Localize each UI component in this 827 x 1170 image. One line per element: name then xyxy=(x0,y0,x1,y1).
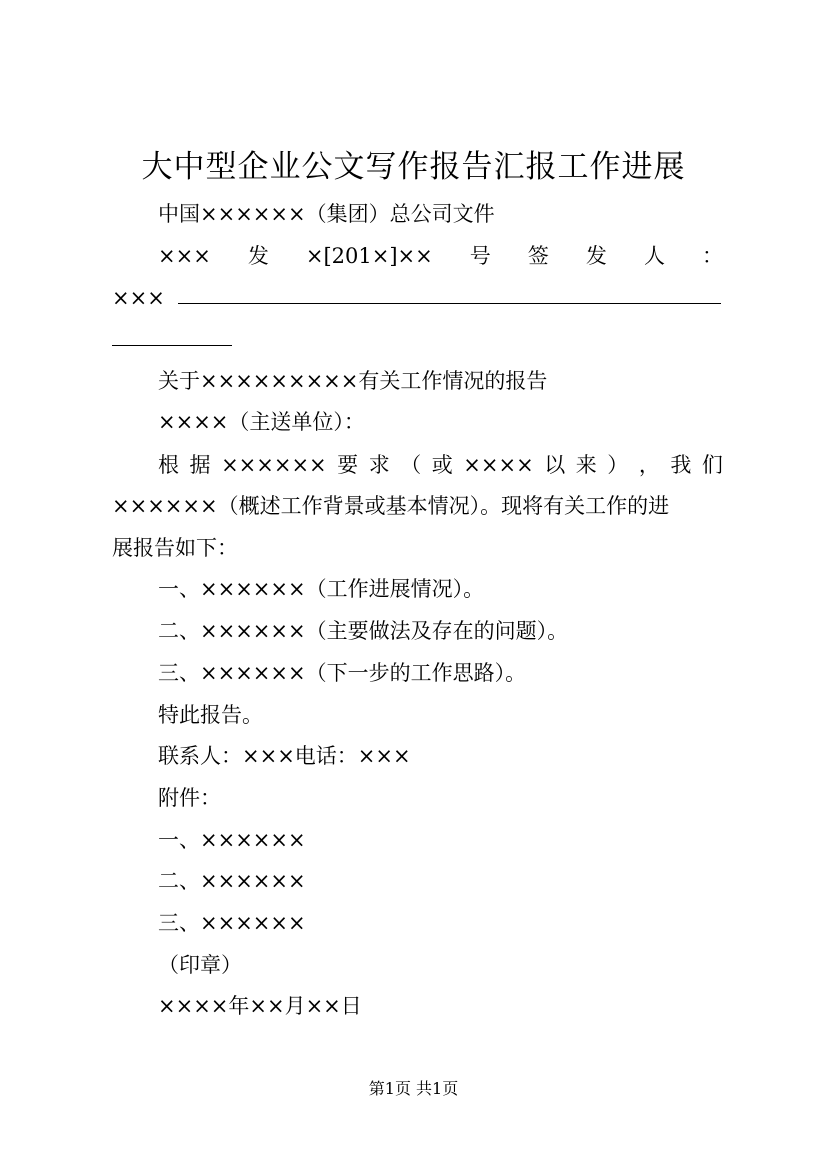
body-line-1 xyxy=(158,450,723,480)
body-part: ×××× xyxy=(463,453,534,477)
body-part: 根 xyxy=(158,453,179,477)
attachment-item-3: 三、×××××× xyxy=(158,911,306,935)
issue-part: 签 xyxy=(527,244,549,268)
attachment-item-1: 一、×××××× xyxy=(158,828,306,852)
report-item-1: 一、××××××（工作进展情况）。 xyxy=(158,577,485,601)
issue-part: 号 xyxy=(469,244,491,268)
issue-part: 人 xyxy=(643,244,665,268)
body-part: 求 xyxy=(368,453,390,477)
report-subject: 关于×××××××××有关工作情况的报告 xyxy=(158,369,548,393)
body-part: 以 xyxy=(544,453,566,477)
body-part: ） xyxy=(607,453,629,477)
body-part: 来 xyxy=(575,453,597,477)
signer-name: ××× xyxy=(112,286,165,310)
document-date: ××××年××月××日 xyxy=(158,994,362,1018)
body-part: 们 xyxy=(701,453,723,477)
report-item-3: 三、××××××（下一步的工作思路）。 xyxy=(158,661,527,685)
body-line-2: ××××××（概述工作背景或基本情况）。现将有关工作的进 xyxy=(112,494,670,518)
signature-rule xyxy=(178,303,721,304)
body-part: （ xyxy=(400,453,422,477)
issue-part: 发 xyxy=(585,244,607,268)
issue-part: 发 xyxy=(247,244,269,268)
issue-part: ××× xyxy=(158,244,211,268)
body-part: 据 xyxy=(189,453,211,477)
body-part: ×××××× xyxy=(221,453,327,477)
attachments-label: 附件： xyxy=(158,786,221,810)
issue-number-line xyxy=(158,241,723,271)
issue-part: ×[201×]×× xyxy=(305,244,433,268)
body-line-3: 展报告如下： xyxy=(112,536,238,560)
page-number: 第1页 共1页 xyxy=(368,1079,459,1098)
body-part: 要 xyxy=(337,453,359,477)
attachment-item-2: 二、×××××× xyxy=(158,869,306,893)
body-part: 或 xyxy=(431,453,453,477)
recipient-line: ××××（主送单位）： xyxy=(158,410,365,434)
issue-part: ： xyxy=(701,244,723,268)
body-part: 我 xyxy=(670,453,692,477)
signature-rule-continued xyxy=(112,345,232,346)
body-part: ， xyxy=(638,453,660,477)
contact-line: 联系人：×××电话：××× xyxy=(158,744,411,768)
document-title: 大中型企业公文写作报告汇报工作进展 xyxy=(141,149,686,185)
issuer-header: 中国××××××（集团）总公司文件 xyxy=(158,202,495,226)
closing-line: 特此报告。 xyxy=(158,703,263,727)
seal-placeholder: （印章） xyxy=(158,953,242,977)
report-item-2: 二、××××××（主要做法及存在的问题）。 xyxy=(158,619,569,643)
